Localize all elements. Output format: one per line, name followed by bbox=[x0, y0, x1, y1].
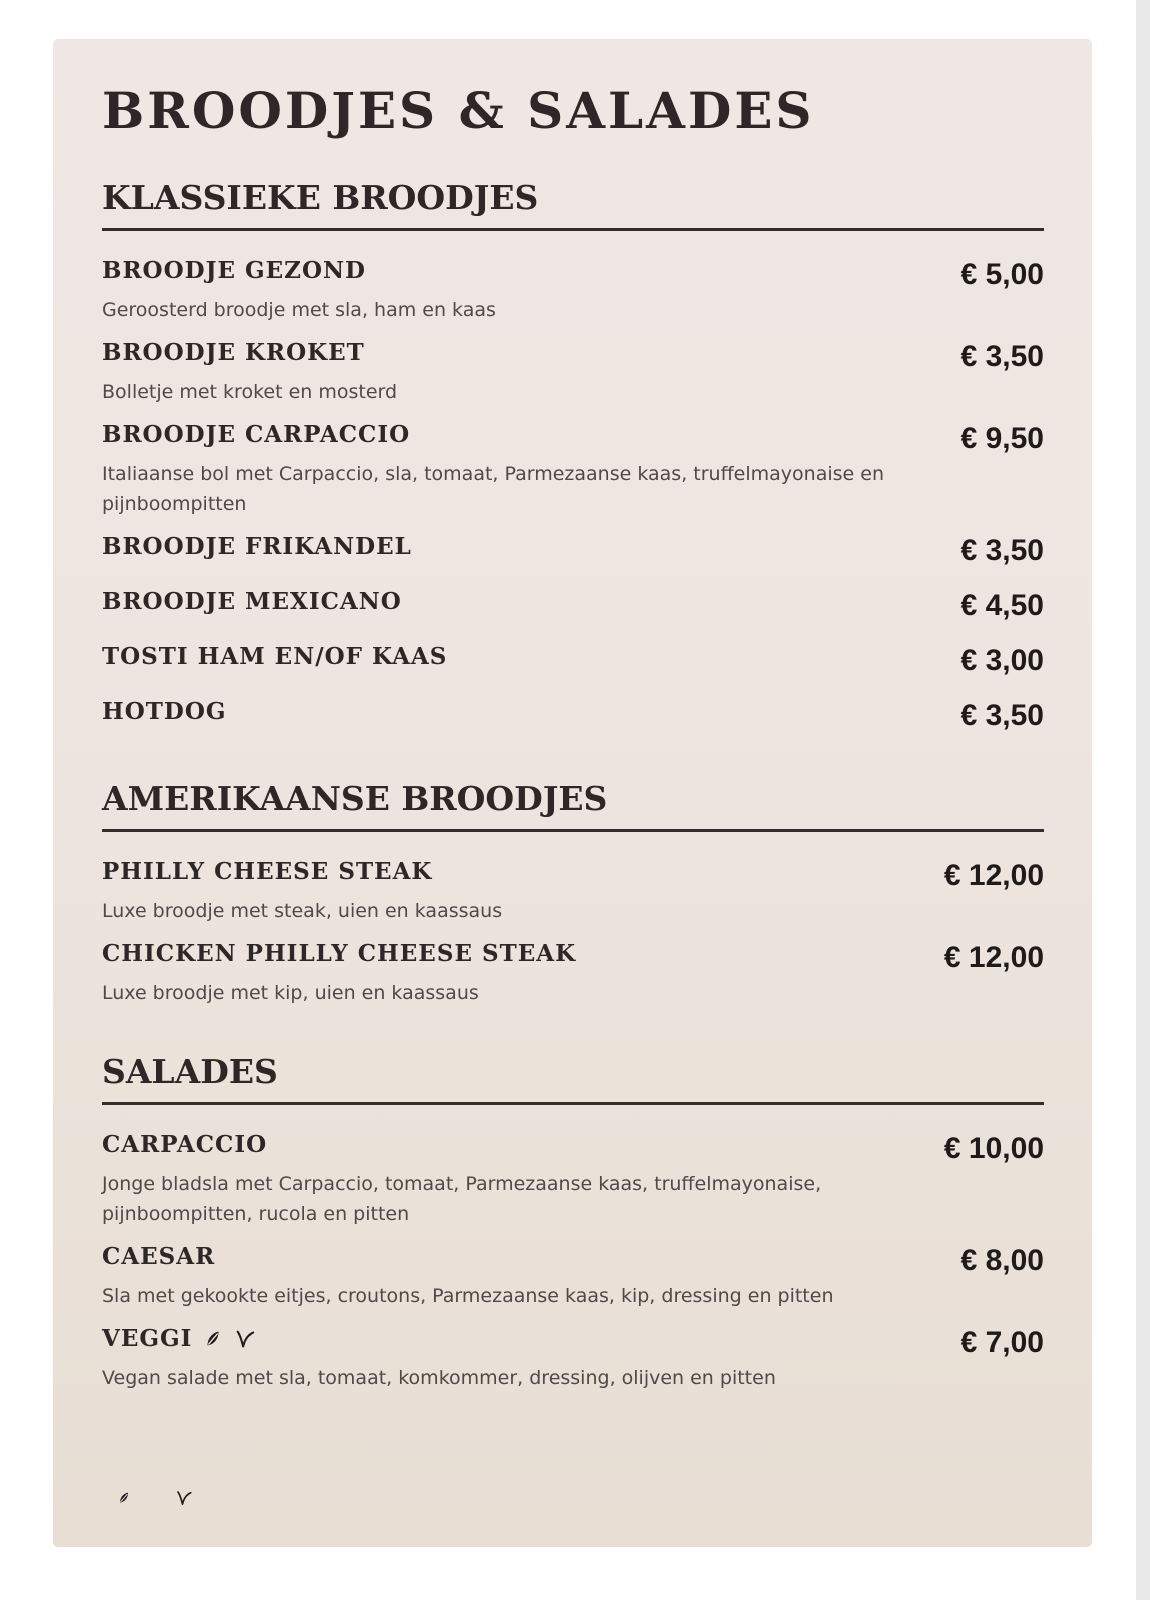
section-title: KLASSIEKE BROODJES bbox=[102, 176, 1044, 231]
menu-item bbox=[102, 696, 1044, 735]
item-name: CAESAR bbox=[102, 1243, 216, 1270]
menu-card bbox=[53, 39, 1092, 1547]
item-price: € 4,50 bbox=[960, 589, 1044, 622]
menu-item bbox=[102, 337, 1044, 407]
section-amerikaanse-broodjes bbox=[102, 777, 1044, 1008]
item-content bbox=[102, 1129, 917, 1229]
item-name: CARPACCIO bbox=[102, 1131, 268, 1158]
menu-item bbox=[102, 1323, 1044, 1393]
menu-item bbox=[102, 1129, 1044, 1229]
menu-item bbox=[102, 531, 1044, 570]
item-price: € 3,50 bbox=[960, 340, 1044, 373]
item-price: € 7,00 bbox=[960, 1326, 1044, 1359]
item-content bbox=[102, 938, 917, 1008]
item-price: € 8,00 bbox=[960, 1244, 1044, 1277]
menu-item bbox=[102, 255, 1044, 325]
menu-item bbox=[102, 938, 1044, 1008]
item-description: Sla met gekookte eitjes, croutons, Parmezaanse kaas, kip, dressing en pitten bbox=[102, 1285, 834, 1307]
menu-item bbox=[102, 856, 1044, 926]
menu-item bbox=[102, 419, 1044, 519]
vegan-icon bbox=[234, 1328, 256, 1350]
vegetarian-icon bbox=[116, 1490, 132, 1506]
item-description: Jonge bladsla met Carpaccio, tomaat, Parmezaanse kaas, truffelmayonaise, pijnboompitten, rucola en pitten bbox=[102, 1173, 822, 1225]
item-name: BROODJE KROKET bbox=[102, 339, 365, 366]
item-price: € 9,50 bbox=[960, 422, 1044, 455]
item-name: BROODJE MEXICANO bbox=[102, 588, 402, 615]
menu-title: BROODJES & SALADES bbox=[102, 81, 815, 140]
section-salades bbox=[102, 1050, 1044, 1393]
section-title: AMERIKAANSE BROODJES bbox=[102, 777, 1044, 832]
item-content bbox=[102, 255, 917, 325]
item-price: € 3,50 bbox=[960, 699, 1044, 732]
item-price: € 12,00 bbox=[943, 859, 1044, 892]
item-price: € 3,50 bbox=[960, 534, 1044, 567]
item-description: Bolletje met kroket en mosterd bbox=[102, 381, 398, 403]
item-content bbox=[102, 1323, 917, 1393]
item-name: BROODJE FRIKANDEL bbox=[102, 533, 412, 560]
item-name: BROODJE CARPACCIO bbox=[102, 421, 411, 448]
item-content bbox=[102, 856, 917, 926]
section-klassieke-broodjes bbox=[102, 176, 1044, 735]
item-name: PHILLY CHEESE STEAK bbox=[102, 858, 433, 885]
item-name: BROODJE GEZOND bbox=[102, 257, 366, 284]
item-content bbox=[102, 531, 917, 562]
item-description: Vegan salade met sla, tomaat, komkommer, dressing, olijven en pitten bbox=[102, 1367, 776, 1389]
item-price: € 3,00 bbox=[960, 644, 1044, 677]
item-name-row bbox=[102, 1323, 917, 1354]
menu-item bbox=[102, 641, 1044, 680]
vegetarian-icon bbox=[202, 1328, 224, 1350]
section-title: SALADES bbox=[102, 1050, 1044, 1105]
menu-item bbox=[102, 586, 1044, 625]
item-name: TOSTI HAM EN/OF KAAS bbox=[102, 643, 448, 670]
item-price: € 10,00 bbox=[943, 1132, 1044, 1165]
item-name: HOTDOG bbox=[102, 698, 227, 725]
vegan-icon bbox=[175, 1489, 193, 1507]
item-content bbox=[102, 641, 917, 672]
item-content bbox=[102, 419, 917, 519]
icon-legend bbox=[116, 1489, 193, 1507]
item-content bbox=[102, 337, 917, 407]
menu-item bbox=[102, 1241, 1044, 1311]
item-description: Geroosterd broodje met sla, ham en kaas bbox=[102, 299, 496, 321]
item-price: € 12,00 bbox=[943, 941, 1044, 974]
item-name: CHICKEN PHILLY CHEESE STEAK bbox=[102, 940, 577, 967]
item-description: Italiaanse bol met Carpaccio, sla, tomaat, Parmezaanse kaas, truffelmayonaise en pijnboompitten bbox=[102, 463, 884, 515]
item-content bbox=[102, 696, 917, 727]
item-name: VEGGI bbox=[102, 1325, 193, 1352]
item-price: € 5,00 bbox=[960, 258, 1044, 291]
item-description: Luxe broodje met steak, uien en kaassaus bbox=[102, 900, 503, 922]
item-content bbox=[102, 586, 917, 617]
item-content bbox=[102, 1241, 917, 1311]
item-description: Luxe broodje met kip, uien en kaassaus bbox=[102, 982, 479, 1004]
